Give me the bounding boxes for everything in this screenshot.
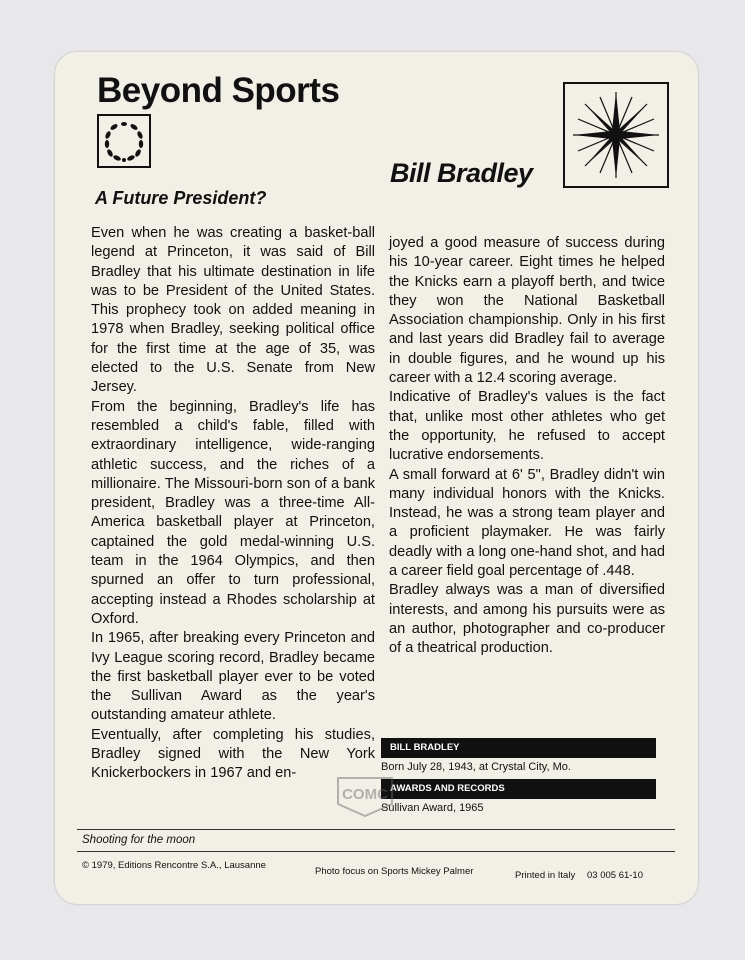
photo-caption: Shooting for the moon xyxy=(82,834,196,846)
series-title: Beyond Sports xyxy=(97,71,340,110)
body-column-right xyxy=(389,234,665,659)
paragraph: joyed a good measure of success during his 10-year career. Eight times he helped the Knicks earn a playoff berth, and twice they won the National Basketball Association championship. Only in his first and last years did Bradley fail to average in double figures, and he wound up his career with a 12.4 scoring average. xyxy=(389,235,665,387)
divider xyxy=(77,851,675,852)
trading-card xyxy=(55,52,698,904)
paragraph: From the beginning, Bradley's life has resembled a child's fable, filled with extraordinary intelligence, wide-ranging athletic success, and the riches of a millionaire. The Missouri-born son of a bank president, Bradley was a three-time All-America basketball player at Princeton, captained the gold medal-winning U.S. team in the 1964 Olympics, and then spurned an offer to turn professional, accepting instead a Rhodes scholarship at Oxford. xyxy=(91,398,375,627)
compass-star-icon xyxy=(563,82,669,188)
card-code: 03 005 61-10 xyxy=(587,870,643,881)
awards-value: Sullivan Award, 1965 xyxy=(381,802,484,814)
birth-info: Born July 28, 1943, at Crystal City, Mo. xyxy=(381,761,571,773)
article-subtitle: A Future President? xyxy=(95,188,267,208)
comc-watermark-icon xyxy=(330,774,400,818)
paragraph: In 1965, after breaking every Princeton and Ivy League scoring record, Bradley became the first basketball player ever to be voted the Sullivan Award as the year's outstanding amateur athlete. xyxy=(91,630,375,724)
facts-name-header: BILL BRADLEY xyxy=(381,738,656,758)
player-name: Bill Bradley xyxy=(390,158,533,188)
paragraph: Indicative of Bradley's values is the fact that, unlike most other athletes who get the opportunity, he refused to accept lucrative endorsements. xyxy=(389,389,665,464)
awards-header: AWARDS AND RECORDS xyxy=(381,779,656,799)
paragraph: A small forward at 6' 5", Bradley didn't win many individual honors with the Knicks. Instead, he was a strong team player and a proficient playmaker. He was fairly deadly with a long one-hand shot, and had a career field goal percentage of .448. xyxy=(389,466,665,580)
paragraph: Even when he was creating a basket-ball legend at Princeton, it was said of Bill Bradley that his ultimate destination in life was to be President of the United States. This prophecy took on added meaning in 1978 when Bradley, seeking political office for the first time at the age of 35, was elected to the U.S. Senate from New Jersey. xyxy=(91,225,375,396)
copyright: © 1979, Editions Rencontre S.A., Lausanne xyxy=(82,860,266,871)
body-column-left xyxy=(91,224,375,784)
photo-credit: Photo focus on Sports Mickey Palmer xyxy=(315,866,474,877)
paragraph: Eventually, after completing his studies, Bradley signed with the New York Knickerbockers in 1967 and en- xyxy=(91,726,375,782)
laurel-wreath-icon xyxy=(97,114,151,168)
paragraph: Bradley always was a man of diversified interests, and among his pursuits were as an author, photographer and co-producer of a theatrical production. xyxy=(389,582,665,657)
divider xyxy=(77,829,675,830)
printed-in: Printed in Italy xyxy=(515,870,576,881)
svg-text:COMC: COMC xyxy=(342,786,388,803)
